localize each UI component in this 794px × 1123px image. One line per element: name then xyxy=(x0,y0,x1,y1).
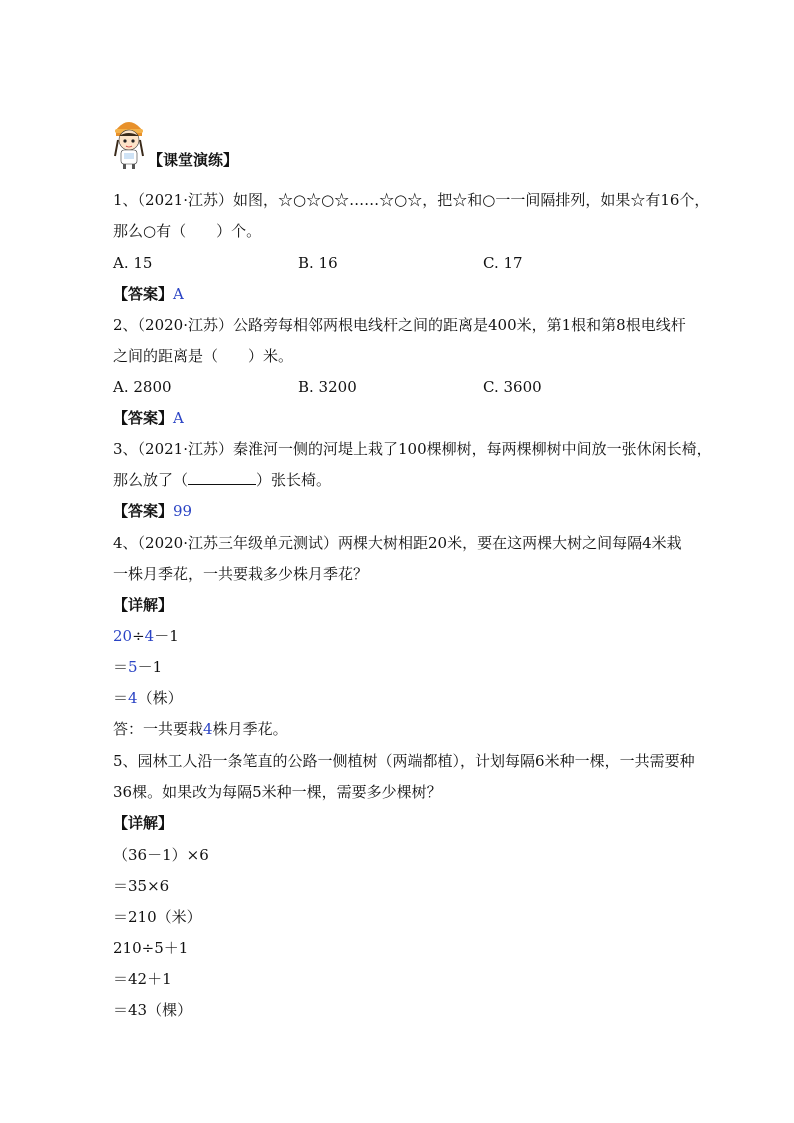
q5-text-line2: 36棵。如果改为每隔5米种一棵，需要多少棵树？ xyxy=(113,783,442,801)
q5-step-6: ＝43（棵） xyxy=(113,1001,193,1019)
q5-step-3: ＝210（米） xyxy=(113,908,202,926)
step-number: 20 xyxy=(113,627,133,645)
answer-blank xyxy=(188,470,256,485)
q3-answer xyxy=(113,501,192,521)
q4-text-line1: 4、（2020·江苏三年级单元测试）两棵大树相距20米，要在这两棵大树之间每隔4米栽 xyxy=(113,534,682,552)
answer-value: 99 xyxy=(173,502,193,520)
q1-text-line2: 那么○有（ ）个。 xyxy=(113,222,262,240)
step-number: 4 xyxy=(128,689,138,707)
q4-final-answer xyxy=(113,719,288,739)
step-number: 4 xyxy=(144,627,155,645)
q2-text-line1: 2、（2020·江苏）公路旁每相邻两根电线杆之间的距离是400米，第1根和第8根电线杆 xyxy=(113,316,686,334)
q3-text-line2 xyxy=(113,470,331,490)
answer-label: 【答案】 xyxy=(113,285,174,303)
q1-option-a: A. 15 xyxy=(113,254,153,272)
step-number: 5 xyxy=(128,658,138,676)
step-operator: ÷ xyxy=(132,627,145,645)
step-text: －1 xyxy=(137,658,163,676)
final-number: 4 xyxy=(203,720,213,738)
q4-step-3 xyxy=(113,688,183,708)
answer-label: 【答案】 xyxy=(113,502,174,520)
q1-option-c: C. 17 xyxy=(483,254,523,272)
q3-text-line1: 3、（2021·江苏）秦淮河一侧的河堤上栽了100棵柳树，每两棵柳树中间放一张休闲长椅， xyxy=(113,440,712,458)
q3-line2-post: ）张长椅。 xyxy=(256,471,332,489)
final-pre: 答：一共要栽 xyxy=(113,720,204,738)
section-title: 【课堂演练】 xyxy=(148,151,239,169)
answer-value: A xyxy=(173,285,184,303)
final-post: 株月季花。 xyxy=(212,720,288,738)
q1-text-line1: 1、（2021·江苏）如图，☆○☆○☆……☆○☆，把☆和○一一间隔排列，如果☆有16个， xyxy=(113,191,710,209)
q5-step-4: 210÷5＋1 xyxy=(113,939,189,957)
q1-answer xyxy=(113,284,184,304)
answer-label: 【答案】 xyxy=(113,409,174,427)
q2-answer xyxy=(113,408,184,428)
q4-step-1 xyxy=(113,626,179,646)
q1-option-b: B. 16 xyxy=(298,254,338,272)
q5-step-2: ＝35×6 xyxy=(113,877,170,895)
q5-step-1: （36－1）×6 xyxy=(113,846,209,864)
cartoon-girl-icon xyxy=(111,116,147,170)
step-text: （株） xyxy=(137,689,183,707)
q3-line2-pre: 那么放了（ xyxy=(113,471,189,489)
q5-text-line1: 5、园林工人沿一条笔直的公路一侧植树（两端都植），计划每隔6米种一棵，一共需要种 xyxy=(113,752,695,770)
answer-value: A xyxy=(173,409,184,427)
q2-option-a: A. 2800 xyxy=(113,378,172,396)
step-operator: ＝ xyxy=(113,658,129,676)
step-operator: ＝ xyxy=(113,689,129,707)
q5-detail-label: 【详解】 xyxy=(113,814,174,832)
step-text: －1 xyxy=(154,627,179,645)
q4-text-line2: 一株月季花，一共要栽多少株月季花？ xyxy=(113,565,369,583)
q5-step-5: ＝42＋1 xyxy=(113,970,172,988)
q2-option-b: B. 3200 xyxy=(298,378,357,396)
q2-text-line2: 之间的距离是（ ）米。 xyxy=(113,347,294,365)
q4-detail-label: 【详解】 xyxy=(113,596,174,614)
q2-option-c: C. 3600 xyxy=(483,378,542,396)
q4-step-2 xyxy=(113,657,162,677)
